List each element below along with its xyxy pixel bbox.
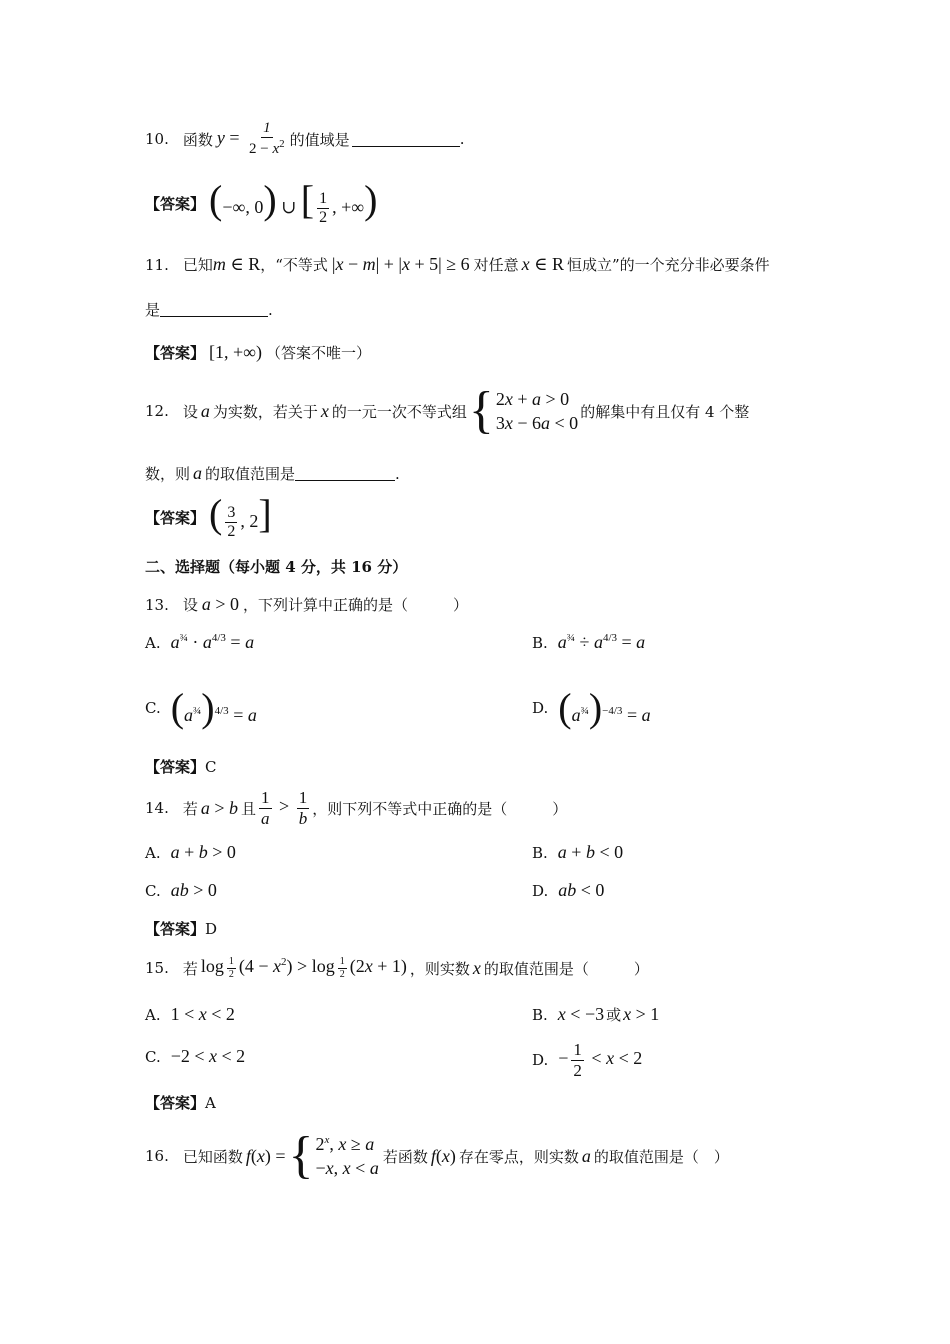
q13-option-d[interactable]: D. $(a^{\frac{3}{4}})^{-4/3} = a$ [532, 685, 651, 730]
q15-answer: 【答案】 A [145, 1093, 216, 1112]
q15-option-a[interactable]: A. 1 < x < 2 [145, 1004, 235, 1024]
question-11-cont: 是 . [145, 300, 273, 319]
q11-inequality: |x − m| + |x + 5| ≥ 6 [331, 254, 470, 274]
q10-text-post: 的值域是 [289, 130, 350, 149]
q12-answer-blank[interactable] [295, 466, 395, 481]
q14-option-a[interactable]: A. a + b > 0 [145, 842, 236, 862]
q10-answer-blank[interactable] [352, 132, 460, 147]
question-15: 15. 若 log $\frac{1}{2}$ $(4 - x^2) > \log$ $\frac{1}{2}$ (2x + 1) ，则实数 x 的取值范围是（ ） [145, 956, 649, 980]
q15-option-d[interactable]: D. − $\frac{1}{2}$ < x < 2 [532, 1040, 643, 1080]
q13-answer: 【答案】 C [145, 757, 217, 776]
question-10: 10. 函数 y = $\frac{1}{2 - x^2}$ 的值域是 . [145, 120, 465, 158]
q16-piecewise: { 2$^x$, x ≥ a −x, x < a [288, 1127, 379, 1184]
q12-answer: 【答案】 ( $\frac{3}{2}$ , 2] [145, 491, 272, 541]
q10-answer [145, 177, 378, 228]
q12-inequality-system: { 2x + a > 0 3x − 6a < 0 [468, 382, 579, 439]
q11-answer-blank[interactable] [160, 302, 268, 317]
q15-option-c[interactable]: C. −2 < x < 2 [145, 1046, 246, 1066]
section-title: 二、选择题（每小题 4 分，共 16 分） [145, 558, 408, 576]
q13-option-c[interactable]: C. $(a^{\frac{3}{4}})^{4/3} = a$ [145, 685, 257, 730]
q14-option-d[interactable]: D. ab < 0 [532, 880, 605, 900]
q13-option-b[interactable]: B. $a^{\frac{3}{4}} \div a^{4/3} = a$ [532, 632, 646, 652]
q14-option-c[interactable]: C. ab > 0 [145, 880, 217, 900]
question-14: 14. 若 a > b 且 $\frac{1}{a}$ > $\frac{1}{b}$ ，则下列不等式中正确的是（ ） [145, 788, 568, 828]
question-13: 13. 设 a > 0 ，下列计算中正确的是（ ） [145, 594, 469, 614]
question-11: 11. 已知 m ∈ R ，“不等式 |x − m| + |x + 5| ≥ 6 对任意 x ∈ R 恒成立”的一个充分非必要条件 [145, 254, 770, 274]
q13-option-a[interactable]: A. $a^{\frac{3}{4}} \cdot a^{4/3} = a$ [145, 632, 255, 652]
question-12-cont: 数，则 a 的取值范围是 . [145, 463, 400, 483]
answer-label: 【答案】 [145, 195, 206, 214]
question-16: 16. 已知函数 f(x) = { 2$^x$, x ≥ a −x, x < a 若函数 f(x) 存在零点，则实数 a 的取值范围是（ ） [145, 1127, 729, 1184]
q10-text-pre: 函数 [182, 130, 213, 149]
q14-option-b[interactable]: B. a + b < 0 [532, 842, 624, 862]
q11-answer: 【答案】 [1, +∞) （答案不唯一） [145, 342, 372, 362]
q15-option-b[interactable]: B. x < −3 或 x > 1 [532, 1004, 660, 1024]
q14-answer: 【答案】 D [145, 919, 218, 938]
q10-number: 10. [145, 130, 169, 149]
q10-answer-formula: (−∞, 0) ∪ [ $\frac{1}{2}$ , +∞) [209, 177, 378, 227]
q10-formula: y = $\frac{1}{2 - x^2}$ [216, 120, 285, 158]
question-12: 12. 设 a 为实数，若关于 x 的一元一次不等式组 { 2x + a > 0 3x − 6a < 0 的解集中有且仅有 4 个整 [145, 382, 750, 439]
